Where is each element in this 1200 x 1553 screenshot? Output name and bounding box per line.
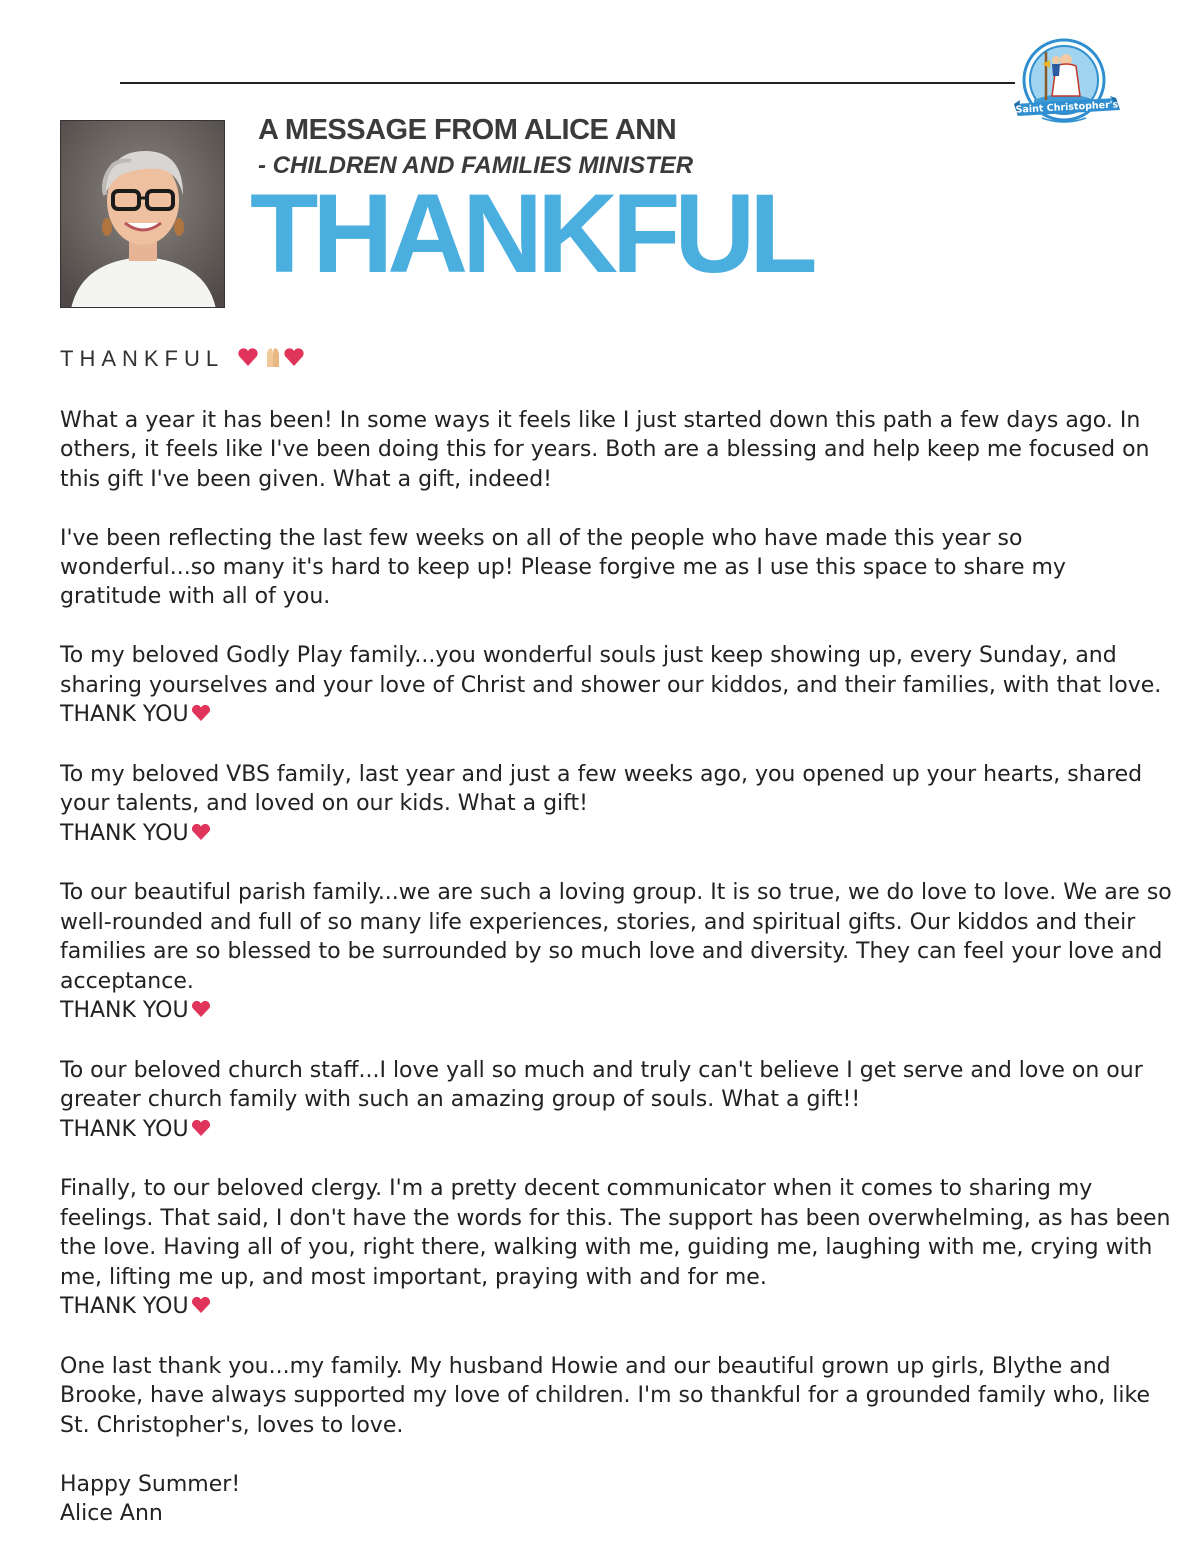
thank-you-line: THANK YOU [60,1116,189,1142]
thankful-title: THANKFUL [250,171,812,296]
heart-icon [191,820,211,849]
letter-paragraph [60,1352,1172,1440]
intro-label-text: THANKFUL [60,346,224,371]
signoff-name: Alice Ann [60,1500,163,1526]
heart-icon [191,997,211,1026]
signoff-greeting: Happy Summer! [60,1471,241,1497]
paragraph-text: To our beloved church staff...I love yall so much and truly can't believe I get serve and love on our greater church family with such an amazing group of souls. What a gift!! [60,1057,1143,1113]
intro-label [60,346,307,374]
paragraph-text: What a year it has been! In some ways it feels like I just started down this path a few days ago. In others, it feels like I've been doing this for years. Both are a blessing and help keep me focused on this gift I've been given. What a gift, indeed! [60,408,1150,492]
letter-paragraph [60,406,1172,494]
paragraph-text: To our beautiful parish family...we are such a loving group. It is so true, we do love to love. We are so well-rounded and full of so many life experiences, stories, and spiritual gifts. Our kiddos and their families are so blessed to be surrounded by so much love and diversity. They can feel your love and acceptance. [60,880,1172,994]
hearts-praying-hands-icon [237,348,307,373]
thank-you-line: THANK YOU [60,820,189,846]
letter-paragraph [60,760,1172,849]
saint-christophers-logo [1012,38,1122,130]
paragraph-text: One last thank you...my family. My husband Howie and our beautiful grown up girls, Blythe and Brooke, have always supported my love of children. I'm so thankful for a grounded family who, like St. Christopher's, loves to love. [60,1353,1150,1438]
thank-you-line: THANK YOU [60,998,189,1024]
heart-icon [191,1293,211,1322]
heart-icon [191,701,211,730]
paragraph-text: To my beloved VBS family, last year and just a few weeks ago, you opened up your hearts, shared your talents, and loved on our kids. What a gift! [60,761,1143,817]
paragraph-text: I've been reflecting the last few weeks on all of the people who have made this year so wonderful...so many it's hard to keep up! Please forgive me as I use this space to share my gratitude with all of you. [60,525,1066,610]
letter-paragraph [60,524,1172,612]
letter-body [60,406,1172,1528]
minister-subtitle: - CHILDREN AND FAMILIES MINISTER [258,152,694,179]
svg-text:Saint Christopher's: Saint Christopher's [1015,99,1119,116]
header-divider-line [120,82,1015,84]
letter-paragraph [60,641,1172,730]
alice-ann-portrait-photo [60,120,225,308]
letter-paragraph [60,878,1172,1026]
message-heading: A MESSAGE FROM ALICE ANN [258,114,677,146]
paragraph-text: Finally, to our beloved clergy. I'm a pretty decent communicator when it comes to sharing my feelings. That said, I don't have the words for this. The support has been overwhelming, as has been the love. Having all of you, right there, walking with me, guiding me, laughing with me, crying with me, lifting me up, and most important, praying with and for me. [60,1176,1171,1290]
thank-you-line: THANK YOU [60,702,189,728]
letter-paragraph [60,1174,1172,1322]
heart-icon [191,1116,211,1145]
thank-you-line: THANK YOU [60,1294,189,1320]
paragraph-text: To my beloved Godly Play family...you wonderful souls just keep showing up, every Sunday, and sharing yourselves and your love of Christ and shower our kiddos, and their families, with that love. [60,643,1162,698]
letter-paragraph [60,1056,1172,1145]
